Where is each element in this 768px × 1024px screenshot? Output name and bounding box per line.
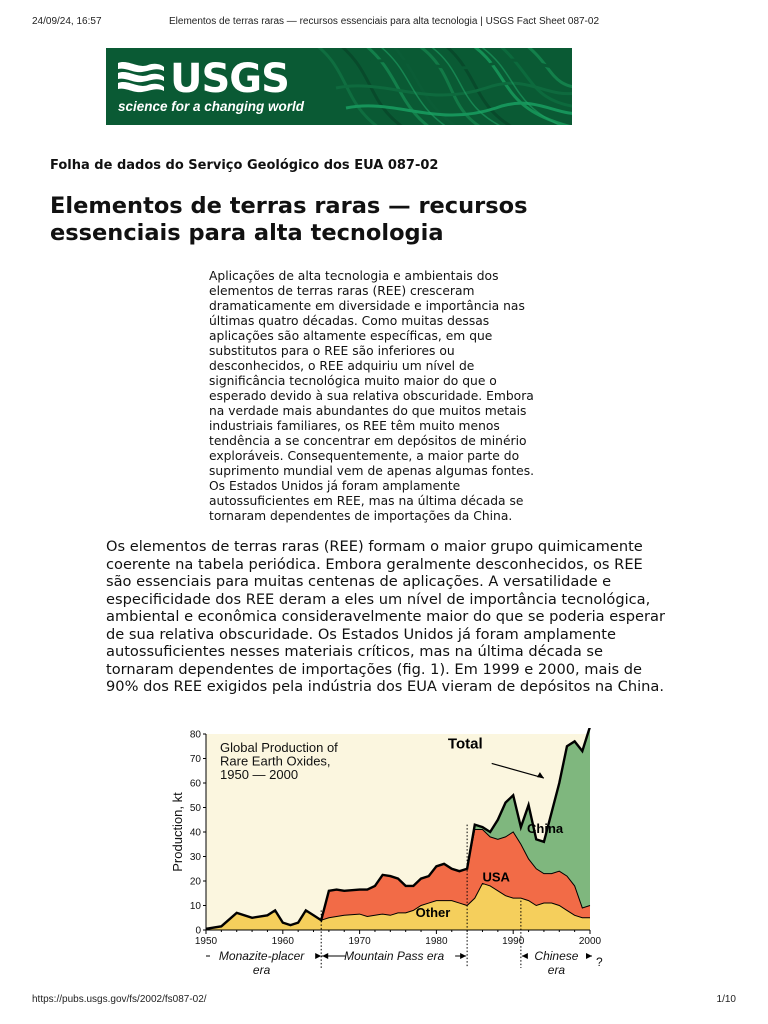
print-header xyxy=(32,16,736,30)
era3-arrowhead-right xyxy=(586,953,592,959)
era-label-monazite: Monazite-placer xyxy=(218,949,305,963)
y-axis-label: Production, kt xyxy=(170,792,185,872)
series-label-china: China xyxy=(527,821,564,837)
x-tick-label: 1990 xyxy=(502,936,525,947)
era1-arrowhead xyxy=(315,953,321,959)
chart-title-line: 1950 — 2000 xyxy=(220,767,299,782)
print-url: https://pubs.usgs.gov/fs/2002/fs087-02/ xyxy=(32,994,207,1005)
x-tick-label: 1970 xyxy=(348,936,371,947)
era-label-monazite: era xyxy=(252,963,271,977)
x-tick-label: 1960 xyxy=(271,936,294,947)
chart-title-line: Global Production of xyxy=(220,740,338,755)
y-tick-label: 10 xyxy=(189,901,201,912)
x-tick-label: 2000 xyxy=(578,936,602,947)
era-label-mountain-pass: Mountain Pass era xyxy=(344,949,445,963)
x-tick-label: 1950 xyxy=(194,936,218,947)
print-footer xyxy=(32,994,736,1008)
usgs-wordmark: USGS xyxy=(170,56,289,102)
era-label-chinese-suffix: ? xyxy=(596,955,603,969)
usgs-wave-icon xyxy=(116,59,166,99)
chart-title-line: Rare Earth Oxides, xyxy=(220,753,331,769)
y-tick-label: 50 xyxy=(189,803,201,814)
y-tick-label: 40 xyxy=(189,827,201,839)
y-tick-label: 0 xyxy=(195,925,201,937)
era-label-chinese: Chinese xyxy=(534,949,579,963)
usgs-tagline: science for a changing world xyxy=(118,99,305,114)
series-label-usa: USA xyxy=(482,869,510,885)
page-title: Elementos de terras raras — recursos essenciais para alta tecnologia xyxy=(50,193,528,246)
print-page-counter: 1/10 xyxy=(716,994,736,1005)
figure-1 xyxy=(170,728,610,980)
era-label-chinese: era xyxy=(547,963,566,977)
production-chart xyxy=(170,728,610,980)
intro-paragraph: Os elementos de terras raras (REE) formam o maior grupo quimicamente coerente na tabela periódica. Embora geralmente desconhecidos, os REE são essenciais para muitas centenas de aplicações. A versatilidade e especificidade dos REE deram a eles um nível de importância tecnológica, ambiental e econômica consideravelmente maior do que se poderia esperar de sua relativa obscuridade. Os Estados Unidos já foram amplamente autossuficientes nesses materiais críticos, mas na última década se tornaram dependentes de importações (fig. 1). Em 1999 e 2000, mais de 90% dos REE exigidos pela indústria dos EUA vieram de depósitos na China. xyxy=(106,538,665,695)
y-tick-label: 20 xyxy=(189,876,201,888)
y-tick-label: 60 xyxy=(189,778,201,790)
print-datetime: 24/09/24, 16:57 xyxy=(32,16,102,27)
abstract-paragraph: Aplicações de alta tecnologia e ambientais dos elementos de terras raras (REE) cresceram dramaticamente em diversidade e importância nas últimas quatro décadas. Como muitas dessas aplicações são altamente específicas, em que substitutos para o REE são inferiores ou desconhecidos, o REE adquiriu um nível de significância tecnológica muito maior do que o esperado devido à sua relativa obscuridade. Embora na verdade mais abundantes do que muitos metais industriais familiares, os REE têm muito menos tendência a se concentrar em depósitos de minério exploráveis. Consequentemente, a maior parte do suprimento mundial vem de apenas algumas fontes. Os Estados Unidos já foram amplamente autossuficientes em REE, mas na última década se tornaram dependentes de importações da China. xyxy=(209,269,535,523)
fact-sheet-kicker: Folha de dados do Serviço Geológico dos EUA 087-02 xyxy=(50,158,439,173)
y-tick-label: 30 xyxy=(189,852,201,863)
y-tick-label: 80 xyxy=(189,729,201,741)
x-tick-label: 1980 xyxy=(425,936,448,947)
series-label-other: Other xyxy=(415,905,451,921)
usgs-banner xyxy=(106,48,572,125)
print-page-title: Elementos de terras raras — recursos essenciais para alta tecnologia | USGS Fact Sheet 087-02 xyxy=(168,16,600,27)
era2-arrowhead-right xyxy=(460,953,466,959)
y-tick-label: 70 xyxy=(189,754,201,765)
series-label-total: Total xyxy=(447,735,483,753)
usgs-logo[interactable] xyxy=(116,55,306,119)
